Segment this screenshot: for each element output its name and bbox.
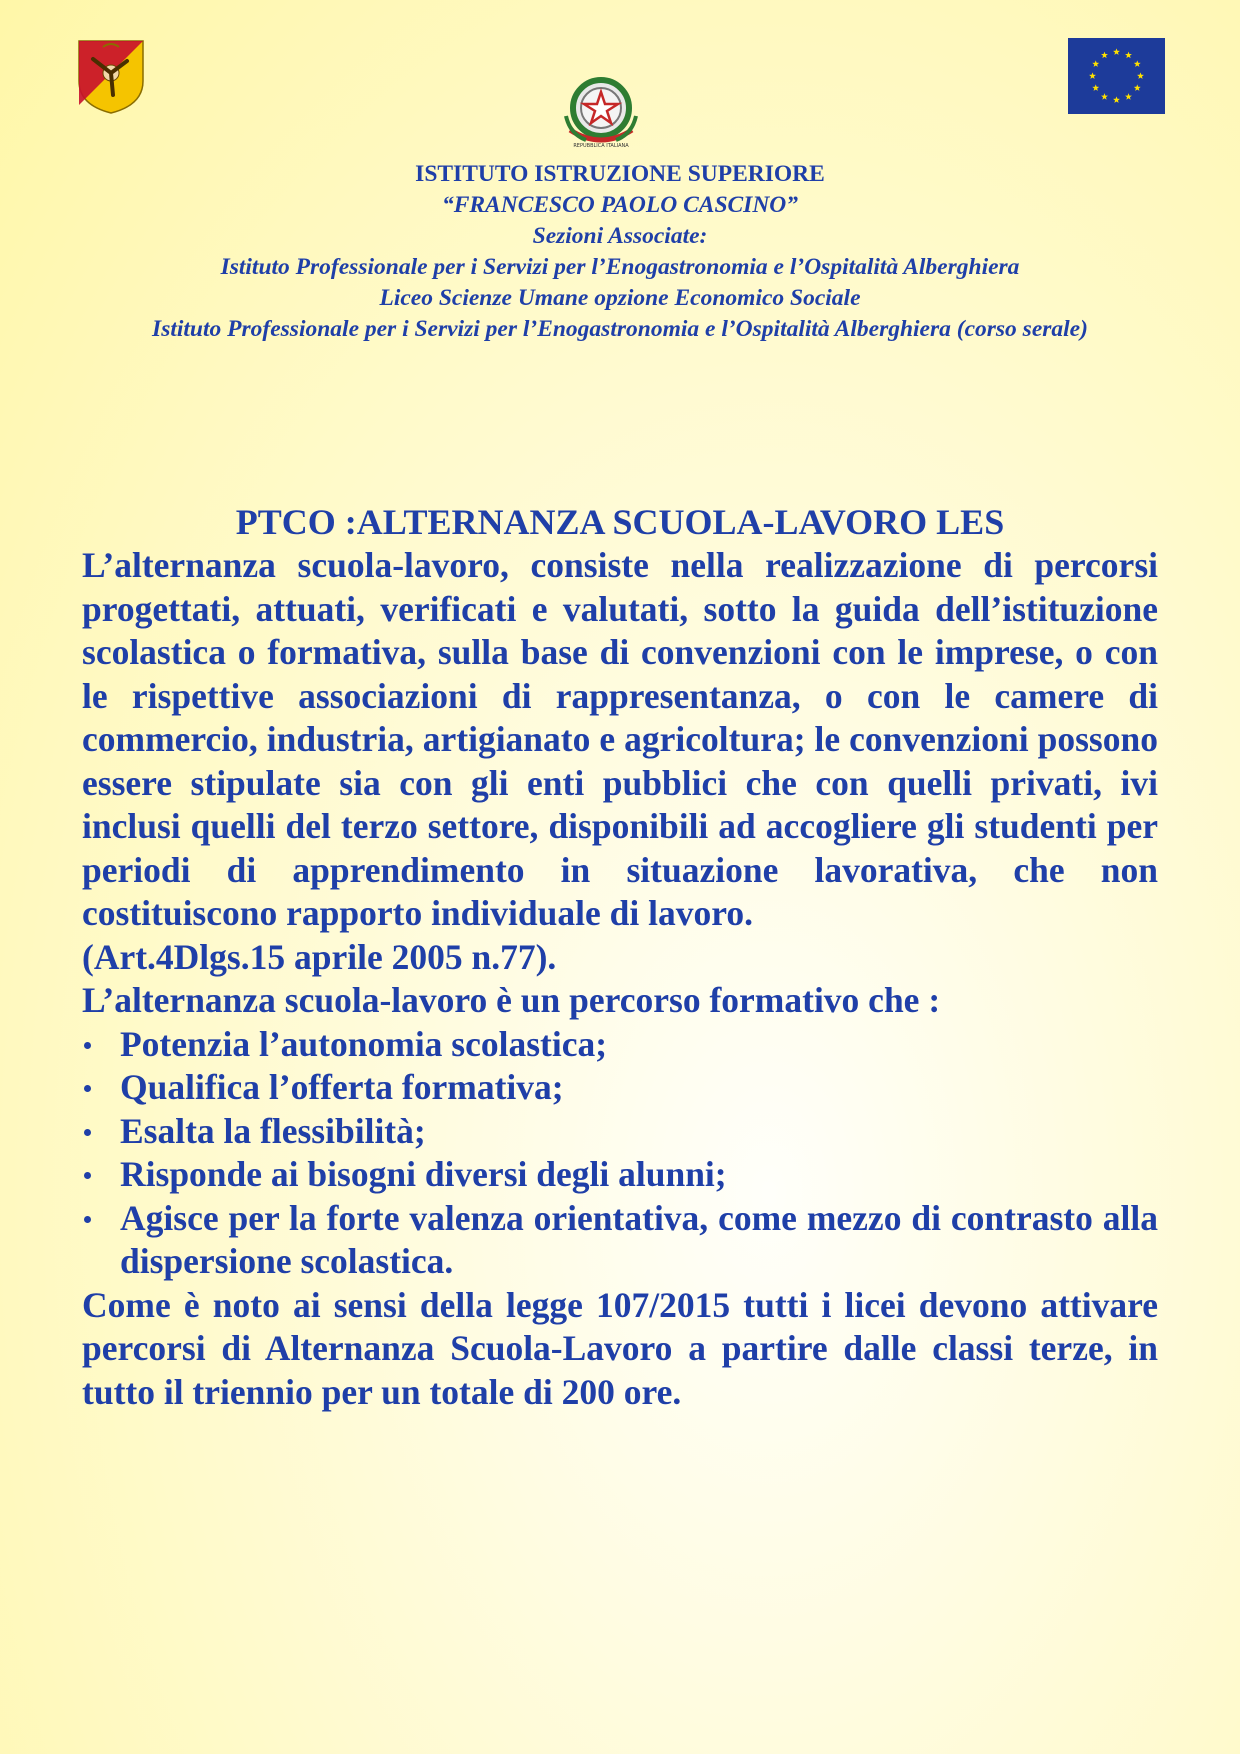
institute-type: ISTITUTO ISTRUZIONE SUPERIORE bbox=[415, 161, 825, 187]
main-content bbox=[82, 501, 1158, 1414]
list-item: Agisce per la forte valenza orientativa, come mezzo di contrasto alla dispersione scolastica. bbox=[82, 1197, 1158, 1284]
page-title: PTCO :ALTERNANZA SCUOLA-LAVORO LES bbox=[235, 502, 1005, 542]
sicily-region-icon bbox=[75, 37, 147, 115]
bullet-icon bbox=[84, 1129, 91, 1136]
associated-sections-label: Sezioni Associate: bbox=[532, 223, 708, 249]
list-item: Qualifica l’offerta formativa; bbox=[82, 1066, 1158, 1110]
list-item: Risponde ai bisogni diversi degli alunni; bbox=[82, 1153, 1158, 1197]
bullet-icon bbox=[84, 1085, 91, 1092]
list-intro: L’alternanza scuola-lavoro è un percorso formativo che : bbox=[82, 980, 941, 1020]
list-item: Potenzia l’autonomia scolastica; bbox=[82, 1023, 1158, 1067]
legal-reference: (Art.4Dlgs.15 aprile 2005 n.77). bbox=[82, 936, 557, 977]
list-item: Esalta la flessibilità; bbox=[82, 1110, 1158, 1154]
bullet-icon bbox=[84, 1216, 91, 1223]
definition-paragraph: L’alternanza scuola-lavoro, consiste nella realizzazione di percorsi progettati, attuati, verificati e valutati, sotto la guida dell’istituzione scolastica o formativa, sulla base di convenzioni con le imprese, o con le rispettive associazioni di rappresentanza, o con le camere di commercio, industria, artigianato e agricoltura; le convenzioni possono essere stipulate sia con gli enti pubblici che con quelli privati, ivi inclusi quelli del terzo settore, disponibili ad accogliere gli studenti per periodi di apprendimento in situazione lavorativa, che non costituiscono rapporto individuale di lavoro. bbox=[82, 545, 1158, 933]
section-enogastronomia: Istituto Professionale per i Servizi per l’Enogastronomia e l’Ospitalità Alberghiera bbox=[220, 254, 1020, 280]
italian-republic-emblem-icon bbox=[558, 72, 644, 152]
closing-paragraph: Come è noto ai sensi della legge 107/2015 tutti i licei devono attivare percorsi di Alternanza Scuola-Lavoro a partire dalle classi terze, in tutto il triennio per un totale di 200 ore. bbox=[82, 1284, 1158, 1412]
benefits-list bbox=[82, 1023, 1158, 1284]
bullet-icon bbox=[84, 1172, 91, 1179]
section-liceo: Liceo Scienze Umane opzione Economico Sociale bbox=[379, 285, 861, 311]
emblem-ribbon-text: REPUBBLICA ITALIANA bbox=[573, 143, 629, 149]
school-header bbox=[0, 159, 1240, 345]
eu-flag-icon bbox=[1068, 38, 1165, 114]
institute-name: “FRANCESCO PAOLO CASCINO” bbox=[441, 192, 799, 218]
bullet-icon bbox=[84, 1042, 91, 1049]
section-enogastronomia-serale: Istituto Professionale per i Servizi per l’Enogastronomia e l’Ospitalità Alberghiera (corso serale) bbox=[152, 316, 1088, 342]
